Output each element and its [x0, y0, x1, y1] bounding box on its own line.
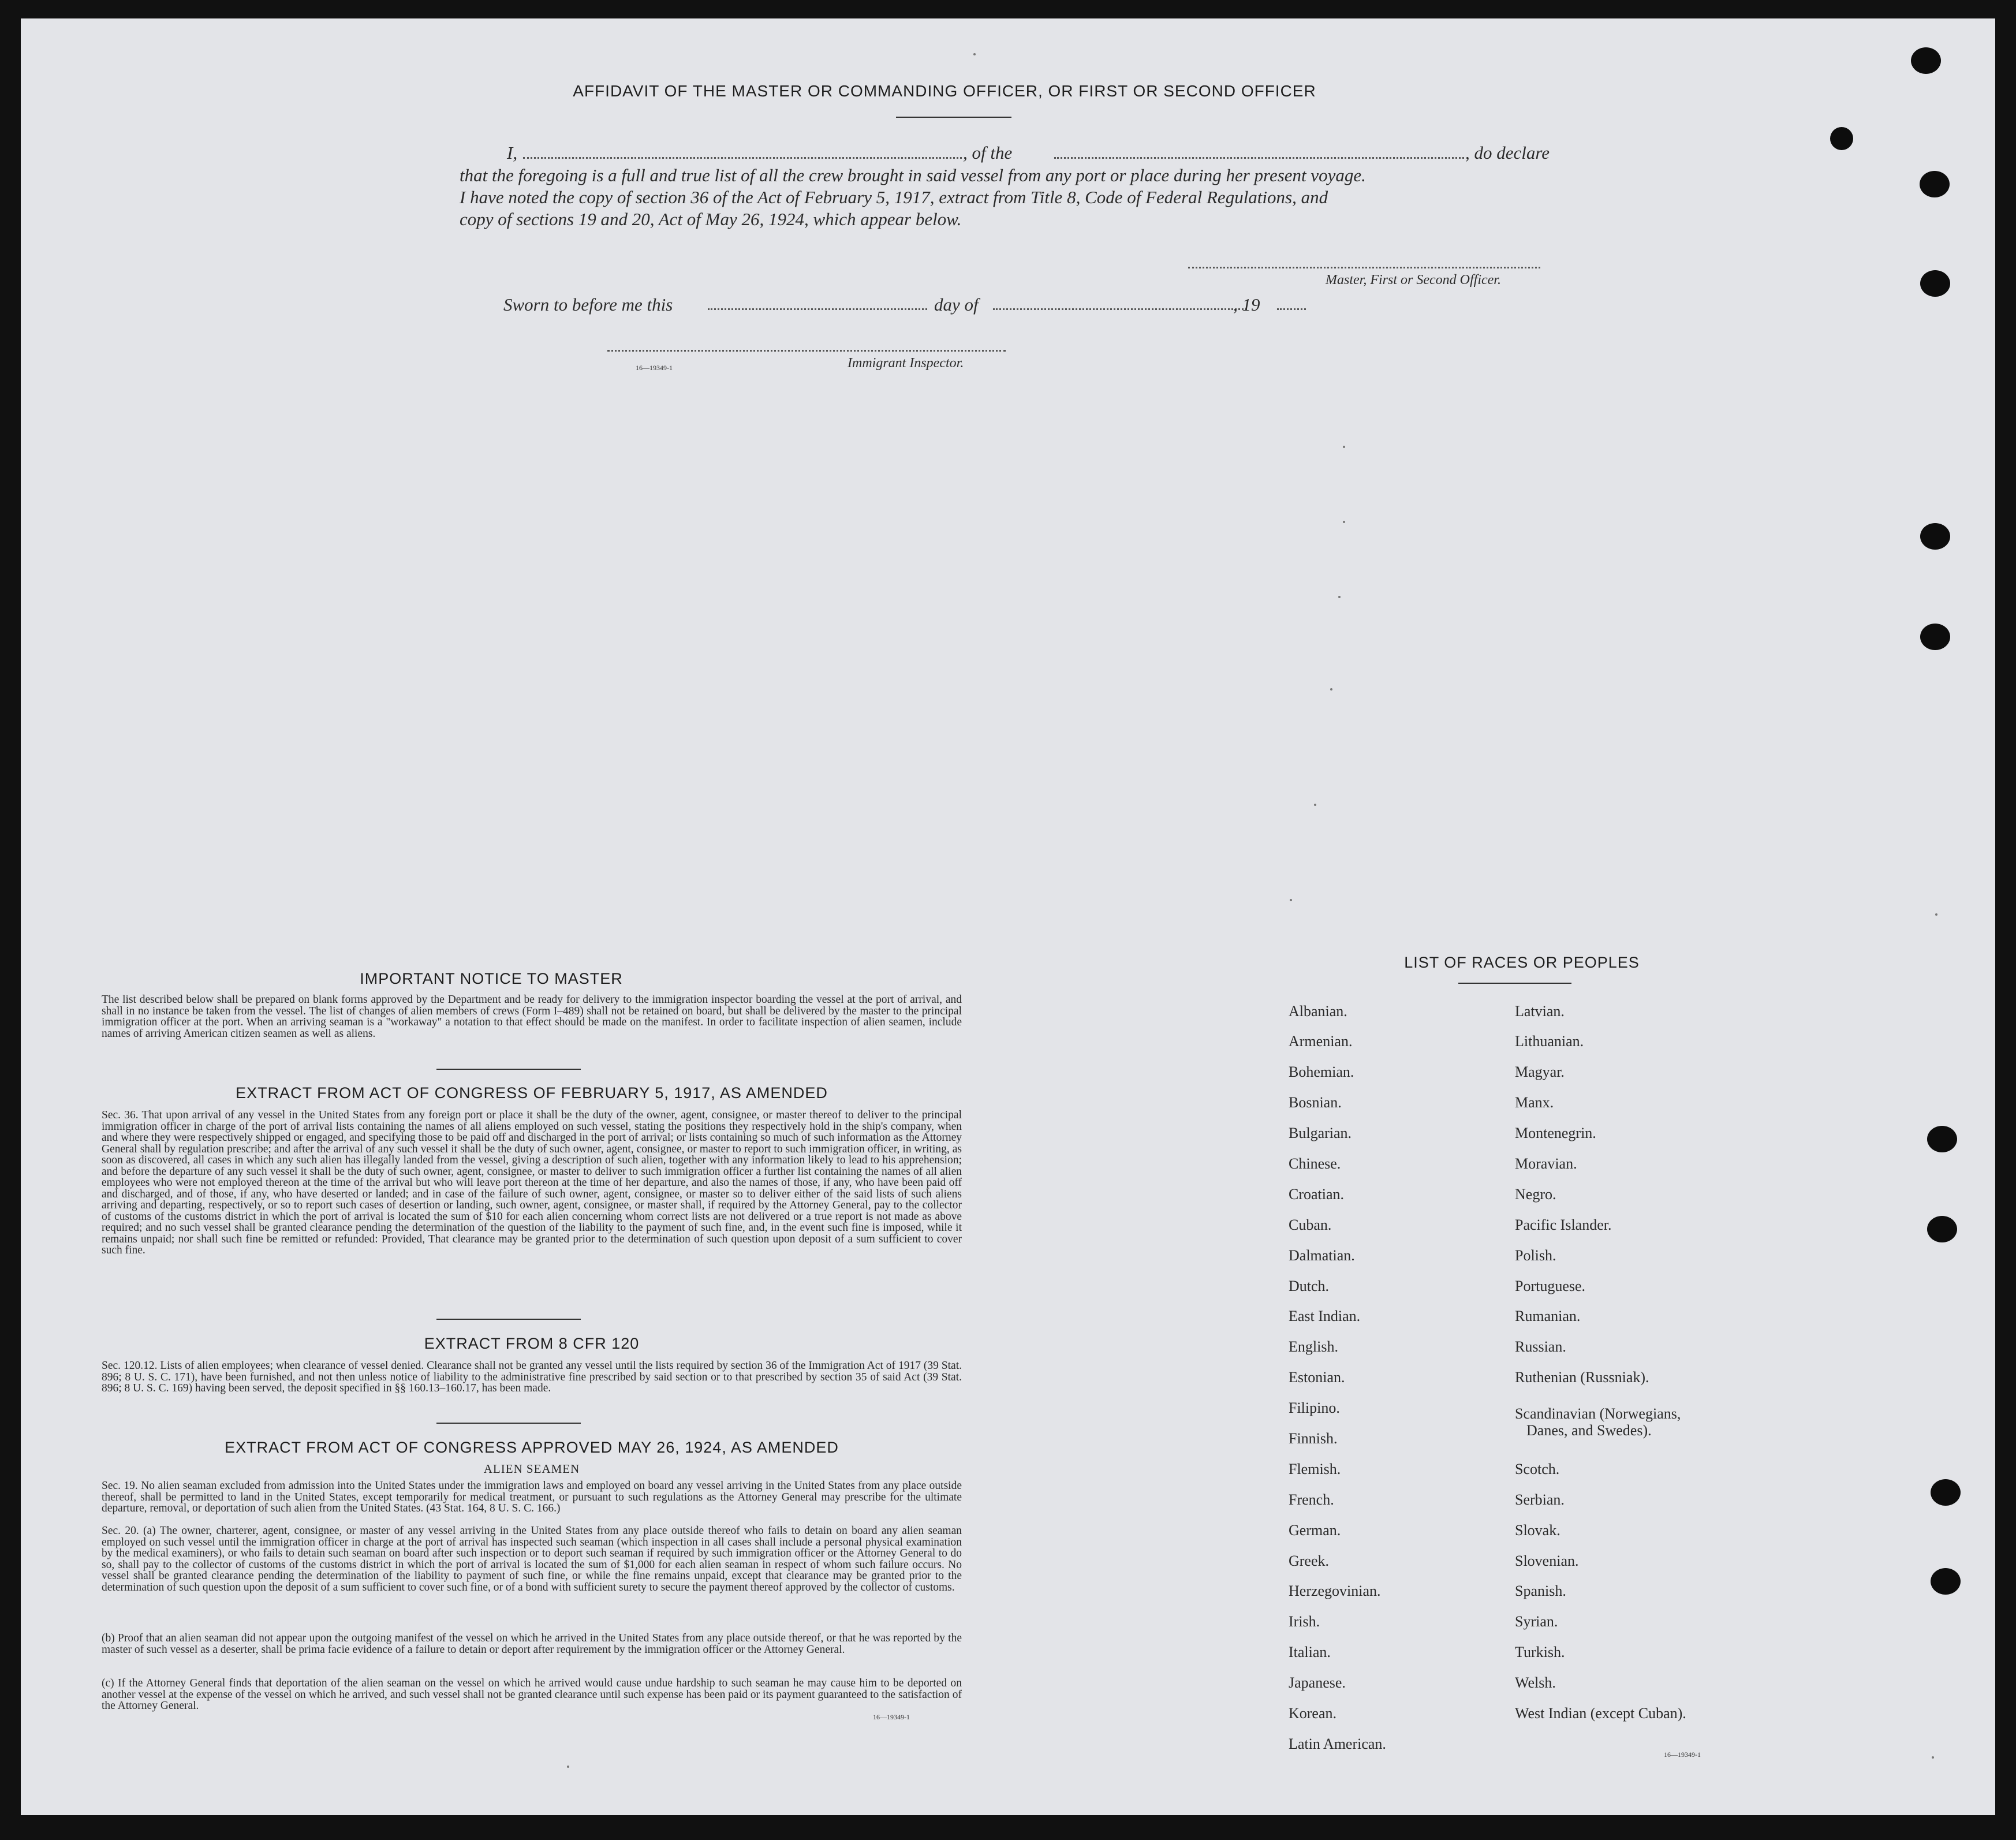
race-item: Croatian.	[1289, 1186, 1345, 1203]
affidavit-declare: , do declare	[1465, 143, 1550, 163]
race-item: Lithuanian.	[1515, 1033, 1584, 1050]
scan-speck	[1290, 899, 1292, 901]
affidavit-form-number: 16—19349-1	[636, 364, 673, 372]
punch-hole	[1911, 47, 1941, 74]
extract-1917-title: EXTRACT FROM ACT OF CONGRESS OF FEBRUARY 5, 1917, AS AMENDED	[236, 1084, 828, 1102]
year-prefix: , 19	[1233, 294, 1260, 315]
punch-hole	[1927, 1126, 1957, 1152]
race-item: Montenegrin.	[1515, 1125, 1596, 1141]
race-item: Danes, and Swedes).	[1526, 1422, 1652, 1439]
race-item: Flemish.	[1289, 1461, 1341, 1477]
affidavit-i: I,	[507, 143, 518, 163]
race-item: Scotch.	[1515, 1461, 1560, 1477]
notice-text: The list described below shall be prepared on blank forms approved by the Department and be ready for delivery to the immigration inspector boarding the vessel at the port of arrival, and shall in no instance be taken from the vessel. The list of changes of alien members of crews (Form I–489) shall not be retained on board, but shall be delivered by the master to the principal immigration officer at the port. When an arriving seaman is a "workaway" a notation to that effect should be made on the manifest. In order to facilitate inspection of alien seamen, include names of arriving American citizen seamen as well as aliens.	[102, 994, 962, 1040]
scan-speck	[1935, 913, 1937, 916]
affidavit-title-rule	[896, 117, 1011, 118]
race-item: Pacific Islander.	[1515, 1216, 1612, 1233]
race-item: Armenian.	[1289, 1033, 1353, 1050]
race-item: Scandinavian (Norwegians,	[1515, 1405, 1681, 1422]
races-form-number: 16—19349-1	[1664, 1751, 1701, 1759]
race-item: Irish.	[1289, 1613, 1320, 1630]
race-item: Magyar.	[1515, 1063, 1565, 1080]
scan-speck	[1314, 804, 1316, 806]
race-item: Bosnian.	[1289, 1094, 1342, 1111]
sec20a-text: Sec. 20. (a) The owner, charterer, agent, consignee, or master of any vessel arriving in the United States from any place outside thereof who fails to detain on board any alien seaman employed on such vessel until the immigration officer in charge at the port of arrival has inspected such seaman (which inspection in all cases shall include a personal physical examination by the medical examiners), or who fails to detain such seaman on board after such inspection or to deport such seaman if required by such immigration officer or the Attorney General to do so, shall pay to the collector of customs of the customs district in which the port of arrival is located the sum of $1,000 for each alien seaman in respect of whom such failure occurs. No vessel shall be granted clearance pending the determination of the liability to payment of such fine, or while the fine remains unpaid, except that clearance may be granted prior to the determination of such question upon the deposit of a sum sufficient to cover such fine, or of a bond with sufficient surety to secure the payment thereof approved by the collector of customs.	[102, 1525, 962, 1593]
notice-title: IMPORTANT NOTICE TO MASTER	[360, 970, 623, 987]
race-item: Bulgarian.	[1289, 1125, 1352, 1141]
race-item: Slovenian.	[1515, 1552, 1579, 1569]
scan-speck	[1330, 688, 1332, 691]
race-item: Welsh.	[1515, 1674, 1556, 1691]
sworn-text: Sworn to before me this	[503, 294, 673, 315]
master-signature-label: Master, First or Second Officer.	[1326, 273, 1501, 288]
affidavit-body-line2: I have noted the copy of section 36 of the Act of February 5, 1917, extract from Title 8, Code of Federal Regulations, and	[460, 187, 1328, 207]
punch-hole	[1920, 270, 1950, 297]
race-item: Dutch.	[1289, 1278, 1330, 1294]
race-item: Chinese.	[1289, 1155, 1341, 1172]
race-item: Slovak.	[1515, 1522, 1560, 1539]
race-item: French.	[1289, 1491, 1334, 1508]
race-item: Italian.	[1289, 1644, 1331, 1660]
extract-1917-rule	[436, 1319, 581, 1320]
affidavit-of-the: , of the	[963, 143, 1013, 163]
punch-hole	[1931, 1479, 1961, 1506]
inspector-signature-blank[interactable]	[607, 350, 1006, 352]
punch-hole	[1920, 171, 1950, 197]
sworn-year-blank[interactable]	[1277, 308, 1306, 310]
affidavit-body-line1: that the foregoing is a full and true list of all the crew brought in said vessel from any port or place during her present voyage.	[460, 165, 1366, 185]
affidavit-title: AFFIDAVIT OF THE MASTER OR COMMANDING OFFICER, OR FIRST OR SECOND OFFICER	[573, 82, 1316, 100]
sec20b-text: (b) Proof that an alien seaman did not appear upon the outgoing manifest of the vessel on which he arrived in the United States from any place outside thereof, or that he was reported by the master of such vessel as a deserter, shall be prima facie evidence of a failure to detain or deport after requirement by the immigration officer or the Attorney General.	[102, 1632, 962, 1656]
extract-cfr-text: Sec. 120.12. Lists of alien employees; when clearance of vessel denied. Clearance shall not be granted any vessel until the lists required by section 36 of the Immigration Act of 1917 (39 Stat. 896; 8 U. S. C. 171), have been furnished, and not then unless notice of liability to the administrative fine prescribed by said section or to that prescribed by section 35 of said Act (39 Stat. 896; 8 U. S. C. 169) having been served, the deposit specified in §§ 160.13–160.17, has been made.	[102, 1360, 962, 1394]
affidavit-body-line3: copy of sections 19 and 20, Act of May 26, 1924, which appear below.	[460, 209, 962, 229]
race-item: West Indian (except Cuban).	[1515, 1705, 1686, 1722]
race-item: Turkish.	[1515, 1644, 1565, 1660]
race-item: Manx.	[1515, 1094, 1554, 1111]
race-item: Japanese.	[1289, 1674, 1346, 1691]
race-item: Latvian.	[1515, 1003, 1565, 1020]
race-item: East Indian.	[1289, 1308, 1361, 1324]
punch-hole	[1927, 1216, 1957, 1242]
scan-speck	[1338, 596, 1341, 598]
race-item: Moravian.	[1515, 1155, 1577, 1172]
extract-cfr-title: EXTRACT FROM 8 CFR 120	[424, 1335, 640, 1352]
sec20c-text: (c) If the Attorney General finds that deportation of the alien seaman on the vessel on which he arrived would cause undue hardship to such seaman he may cause him to be deported on another vessel at the expense of the vessel on which he arrived, and such vessel shall not be granted clearance until such expense has been paid or its payment guaranteed to the satisfaction of the Attorney General.	[102, 1677, 962, 1712]
race-item: Syrian.	[1515, 1613, 1558, 1630]
race-item: Korean.	[1289, 1705, 1337, 1722]
race-item: Polish.	[1515, 1247, 1556, 1264]
race-item: English.	[1289, 1338, 1338, 1355]
sworn-month-blank[interactable]	[993, 308, 1247, 310]
inspector-label: Immigrant Inspector.	[848, 356, 964, 371]
race-item: Bohemian.	[1289, 1063, 1354, 1080]
race-item: Estonian.	[1289, 1369, 1345, 1386]
scan-speck	[973, 53, 976, 55]
sworn-day-blank[interactable]	[708, 308, 927, 310]
punch-hole	[1931, 1568, 1961, 1595]
declarant-name-blank[interactable]	[523, 157, 962, 159]
race-item: Rumanian.	[1515, 1308, 1581, 1324]
race-item: Portuguese.	[1515, 1278, 1586, 1294]
punch-hole	[1830, 127, 1853, 150]
race-item: German.	[1289, 1522, 1341, 1539]
race-item: Herzegovinian.	[1289, 1583, 1381, 1599]
extract-form-number: 16—19349-1	[873, 1713, 910, 1721]
extract-1924-title: EXTRACT FROM ACT OF CONGRESS APPROVED MAY 26, 1924, AS AMENDED	[225, 1439, 839, 1456]
sec19-text: Sec. 19. No alien seaman excluded from admission into the United States under the immigration laws and employed on board any vessel arriving in the United States from any place outside thereof, shall be permitted to land in the United States, except temporarily for medical treatment, or pursuant to such regulations as the Attorney General may prescribe for the ultimate departure, removal, or deportation of such alien from the United States. (43 Stat. 164, 8 U. S. C. 166.)	[102, 1480, 962, 1514]
race-item: Ruthenian (Russniak).	[1515, 1369, 1649, 1386]
alien-seamen-subtitle: ALIEN SEAMEN	[483, 1462, 580, 1476]
scan-speck	[1932, 1756, 1934, 1759]
race-item: Finnish.	[1289, 1430, 1338, 1447]
race-item: Russian.	[1515, 1338, 1566, 1355]
races-title-rule	[1458, 983, 1571, 984]
races-title: LIST OF RACES OR PEOPLES	[1404, 954, 1640, 971]
race-item: Serbian.	[1515, 1491, 1565, 1508]
extract-1917-text: Sec. 36. That upon arrival of any vessel in the United States from any foreign port or place it shall be the duty of the owner, agent, consignee, or master thereof to deliver to the principal immigration officer in charge of the port of arrival lists containing the names of all aliens employed on such vessel, stating the positions they respectively hold in the ship's company, when and where they were respectively shipped or engaged, and specifying those to be paid off and discharged in the port of arrival; or lists containing so much of such information as the Attorney General shall by regulation prescribe; and after the arrival of any such vessel it shall be the duty of such owner, agent, consignee, or master to report to such immigration officer, in writing, as soon as discovered, all cases in which any such alien has illegally landed from the vessel, giving a description of such alien, together with any information likely to lead to his apprehension; and before the departure of any such vessel it shall be the duty of such owner, agent, consignee, or master to deliver to such immigration officer a further list containing the names of all alien employees who were not employed thereon at the time of the arrival but who will leave port thereon at the time of her departure, and also the names of those, if any, who have been paid off and discharged, and of those, if any, who have deserted or landed; and in case of the failure of such owner, agent, consignee, or master so to deliver either of the said lists of such aliens arriving and departing, respectively, or so to report such cases of desertion or landing, such owner, agent, consignee, or master shall, if required by the Attorney General, pay to the collector of customs of the customs district in which the port of arrival is located the sum of $10 for each alien concerning whom correct lists are not delivered or a true report is not made as above required; and no such vessel shall be granted clearance pending the determination of the question of the liability to the payment of such fine, and, in the event such fine is imposed, while it remains unpaid; nor shall such fine be remitted or refunded: Provided, That clearance may be granted prior to the determination of such question upon deposit of a sum sufficient to cover such fine.	[102, 1109, 962, 1256]
race-item: Filipino.	[1289, 1399, 1340, 1416]
document-page	[21, 18, 1995, 1815]
day-of-text: day of	[934, 294, 979, 315]
vessel-name-blank[interactable]	[1054, 157, 1464, 159]
race-item: Negro.	[1515, 1186, 1556, 1203]
scan-speck	[1343, 446, 1345, 448]
race-item: Albanian.	[1289, 1003, 1347, 1020]
race-item: Dalmatian.	[1289, 1247, 1355, 1264]
notice-rule	[436, 1069, 581, 1070]
scan-speck	[567, 1766, 569, 1768]
scan-speck	[1343, 521, 1345, 523]
master-signature-blank[interactable]	[1188, 267, 1540, 268]
race-item: Greek.	[1289, 1552, 1330, 1569]
punch-hole	[1920, 624, 1950, 650]
punch-hole	[1920, 523, 1950, 550]
race-item: Spanish.	[1515, 1583, 1566, 1599]
extract-cfr-rule	[436, 1423, 581, 1424]
race-item: Latin American.	[1289, 1736, 1386, 1752]
race-item: Cuban.	[1289, 1216, 1332, 1233]
